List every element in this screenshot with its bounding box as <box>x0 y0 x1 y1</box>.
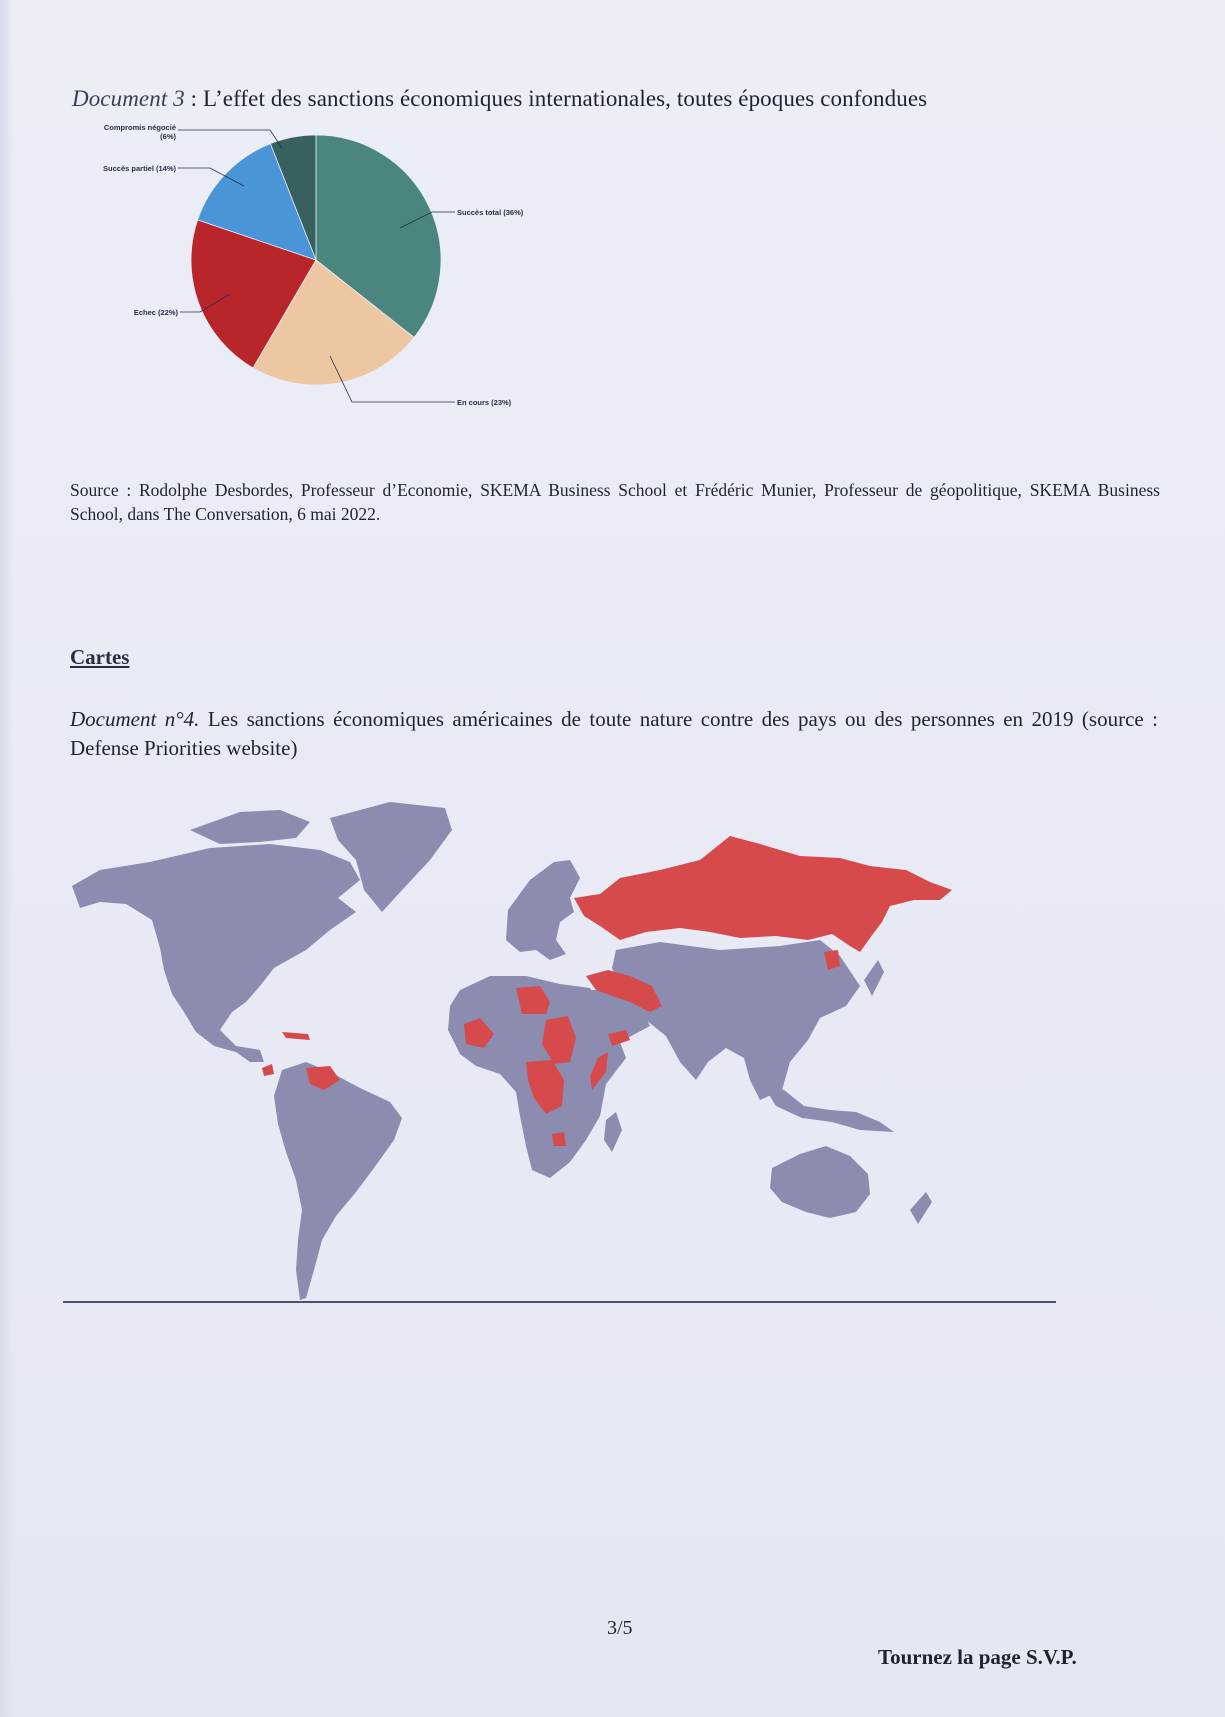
pie-label-compromis: Compromis négocié <box>103 123 176 132</box>
pie-chart <box>60 120 620 460</box>
land-arctic-islands <box>190 810 310 844</box>
pie-label-1: En cours (23%) <box>457 398 512 407</box>
pie-label-0: Succès total (36%) <box>457 208 524 217</box>
pie-label-3: Succès partiel (14%) <box>103 164 176 173</box>
document-3-title <box>72 86 927 112</box>
document-4-text: Les sanctions économiques américaines de toute nature contre des pays ou des personnes en 2019 (source : Defense Priorities website) <box>70 707 1158 760</box>
world-sanctions-map <box>60 800 1060 1310</box>
sanctioned-zimbabwe <box>552 1132 566 1146</box>
sanctioned-cuba <box>282 1032 310 1040</box>
pie-slices <box>191 135 441 385</box>
page-edge <box>0 0 14 1717</box>
document-3-label: Document 3 <box>72 86 185 111</box>
pie-label-2: Echec (22%) <box>133 308 178 317</box>
land-madagascar <box>604 1112 622 1152</box>
land-australia <box>770 1146 870 1218</box>
document-4-caption <box>70 705 1158 763</box>
land-new-zealand <box>910 1192 932 1224</box>
land-south-america <box>274 1062 402 1300</box>
pie-label-compromis-pct: (6%) <box>160 132 176 141</box>
sanctioned-nicaragua <box>262 1064 274 1076</box>
land-north-america <box>72 844 360 1062</box>
page-number: 3/5 <box>607 1617 633 1639</box>
cartes-heading: Cartes <box>70 645 130 669</box>
turn-page-note: Tournez la page S.V.P. <box>878 1645 1077 1669</box>
horizontal-rule <box>63 1301 1056 1303</box>
document-4-label: Document n°4. <box>70 707 200 731</box>
document-3-title-text: : L’effet des sanctions économiques internationales, toutes époques confondues <box>184 86 928 111</box>
source-citation: Source : Rodolphe Desbordes, Professeur d’Economie, SKEMA Business School et Frédéric Munier, Professeur de géopolitique, SKEMA Business School, dans The Conversation, 6 mai 2022. <box>70 480 1160 524</box>
land-japan <box>864 960 884 996</box>
sanctioned-russia <box>574 836 952 952</box>
land-greenland <box>330 802 452 912</box>
